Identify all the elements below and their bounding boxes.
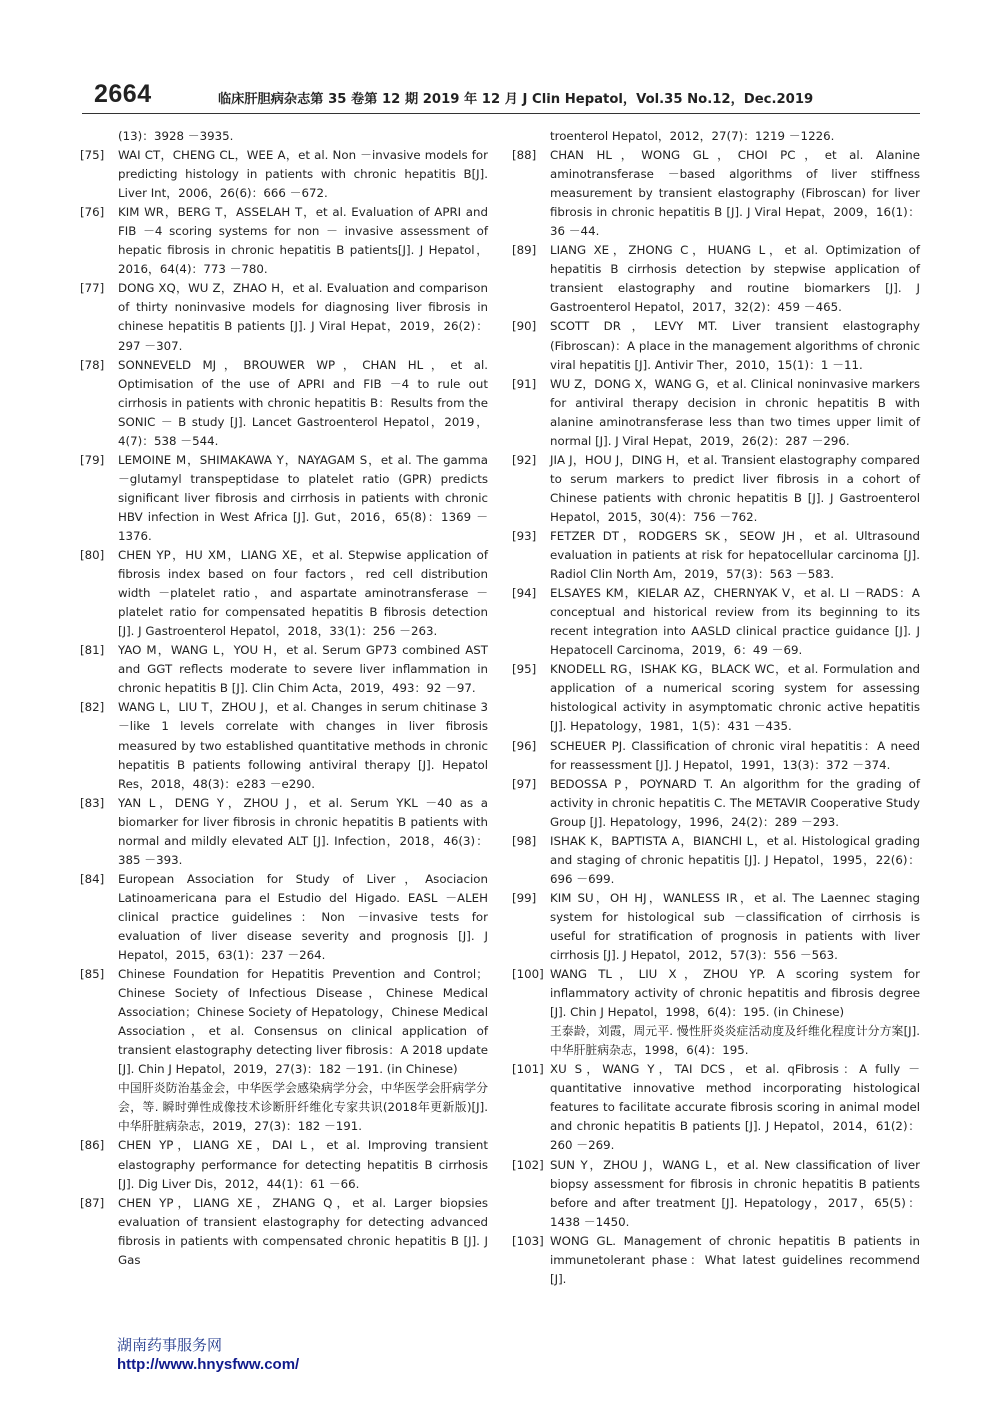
reference-entry [80, 698, 488, 793]
page-header [82, 76, 920, 112]
reference-text: ELSAYES KM，KIELAR AZ，CHERNYAK V，et al. LI －RADS：A conceptual and historical review from its beginning to its recent integration into AASLD clinical practice guidance [J]. J Hepatocell Carcinoma，2019，6：49 －69. [550, 586, 920, 658]
page-number: 2664 [94, 80, 152, 108]
reference-text: SUN Y，ZHOU J，WANG L，et al. New classification of liver biopsy assessment for fibrosis in chronic hepatitis B patients before and after treatment [J]. Hepatology，2017，65(5)：1438 －1450. [550, 1157, 920, 1229]
reference-text: CHEN YP，LIANG XE，DAI L，et al. Improving transient elastography performance for detecting hepatitis B cirrhosis [J]. Dig Liver Dis，2012，44(1)：61 －66. [118, 1138, 488, 1191]
reference-text: ISHAK K，BAPTISTA A，BIANCHI L，et al. Histological grading and staging of chronic hepatitis [J]. J Hepatol，1995，22(6)：696 －699. [550, 833, 920, 886]
reference-number: [96] [512, 738, 537, 753]
reference-column-right [512, 127, 920, 1289]
reference-entry [512, 737, 920, 775]
reference-entry [512, 889, 920, 965]
reference-text: WANG TL，LIU X，ZHOU YP. A scoring system for inflammatory activity of chronic hepatitis and fibrosis degree [J]. Chin J Hepatol，1998，6(4)：195. (in Chinese) [550, 967, 920, 1020]
header-rule [82, 113, 920, 114]
reference-text: KIM SU，OH HJ，WANLESS IR，et al. The Laennec staging system for histological sub －classification of cirrhosis is useful for stratification of prognosis in patients with liver cirrhosis [J]. J Hepatol，2012，57(3)：556 －563. [550, 890, 920, 963]
reference-entry [80, 870, 488, 965]
reference-entry [512, 584, 920, 660]
reference-text: YAO M，WANG L，YOU H，et al. Serum GP73 combined AST and GGT reflects moderate to severe liver inflammation in chronic hepatitis B [J]. Clin Chim Acta，2019，493：92 －97. [118, 643, 488, 696]
reference-entry [80, 451, 488, 546]
reference-text: LEMOINE M，SHIMAKAWA Y，NAYAGAM S，et al. The gamma －glutamyl transpeptidase to platelet ratio (GPR) predicts significant liver fibrosis and cirrhosis in patients with chronic HBV infection in West Africa [J]. Gut，2016，65(8)：1369 －1376. [118, 452, 488, 543]
reference-text: JIA J，HOU J，DING H，et al. Transient elastography compared to serum markers to predict liver fibrosis in a cohort of Chinese patients with chronic hepatitis B [J]. J Gastroenterol Hepatol，2015，30(4)：756 －762. [550, 452, 920, 524]
reference-text: WU Z，DONG X，WANG G，et al. Clinical noninvasive markers for antiviral therapy decision in chronic hepatitis B with alanine aminotransferase less than two times upper limit of normal [J]. J Viral Hepat，2019，26(2)：287 －296. [550, 376, 920, 448]
reference-number: [99] [512, 890, 537, 905]
reference-entry [80, 1194, 488, 1270]
reference-number: [95] [512, 662, 537, 677]
reference-text: European Association for Study of Liver，Asociacion Latinoamericana para el Estudio del Higado. EASL －ALEH clinical practice guidelines：Non －invasive tests for evaluation of liver disease severity and prognosis [J]. J Hepatol，2015，63(1)：237 －264. [118, 871, 488, 963]
reference-entry [80, 203, 488, 279]
reference-number: [80] [80, 548, 105, 563]
reference-entry [512, 317, 920, 374]
reference-entry [80, 1136, 488, 1193]
reference-entry [512, 965, 920, 1060]
reference-entry [80, 279, 488, 355]
reference-entry [512, 1156, 920, 1232]
reference-text: DONG XQ，WU Z，ZHAO H，et al. Evaluation and comparison of thirty noninvasive models for diagnosing liver fibrosis in chinese hepatitis B patients [J]. J Viral Hepat，2019，26(2)：297 －307. [118, 281, 488, 353]
reference-text: CHEN YP，HU XM，LIANG XE，et al. Stepwise application of fibrosis index based on four factors，red cell distribution width －platelet ratio，and aspartate aminotransferase －platelet ratio for compensated hepatitis B fibrosis detection [J]. J Gastroenterol Hepatol，2018，33(1)：256 －263. [118, 548, 488, 639]
reference-column-left [80, 127, 488, 1270]
reference-number: [97] [512, 776, 537, 791]
reference-text-chinese: 王泰龄，刘霞，周元平. 慢性肝炎炎症活动度及纤维化程度计分方案[J]. 中华肝脏病杂志，1998，6(4)：195. [550, 1024, 920, 1058]
reference-number: [102] [512, 1157, 544, 1172]
reference-text: XU S，WANG Y，TAI DCS，et al. qFibrosis：A fully －quantitative innovative method incorporating histological features to facilitate accurate fibrosis scoring in animal model and chronic hepatitis B patients [J]. J Hepatol，2014，61(2)：260 －269. [550, 1062, 920, 1153]
reference-text: CHEN YP，LIANG XE，ZHANG Q，et al. Larger biopsies evaluation of transient elastography for detecting advanced fibrosis in patients with compensated chronic hepatitis B [J]. J Gas [118, 1195, 488, 1267]
reference-entry [512, 1060, 920, 1155]
reference-number: [98] [512, 833, 537, 848]
reference-number: [83] [80, 795, 105, 810]
reference-text: FETZER DT，RODGERS SK，SEOW JH，et al. Ultrasound evaluation in patients at risk for hepatocellular carcinoma [J]. Radiol Clin North Am，2019，57(3)：563 －583. [550, 528, 920, 582]
reference-entry [80, 794, 488, 870]
reference-number: [92] [512, 452, 537, 467]
reference-entry [512, 775, 920, 832]
watermark-site-name: 湖南药事服务网 [117, 1336, 223, 1354]
reference-number: [93] [512, 528, 537, 543]
reference-number: [84] [80, 871, 105, 886]
reference-number: [103] [512, 1233, 544, 1248]
reference-entry [512, 832, 920, 889]
reference-text-chinese: 中国肝炎防治基金会，中华医学会感染病学分会，中华医学会肝病学分会，等. 瞬时弹性成像技术诊断肝纤维化专家共识(2018年更新版)[J]. 中华肝脏病杂志，2019，27(3)：182 －191. [118, 1081, 488, 1134]
reference-entry [80, 965, 488, 1136]
reference-entry [80, 146, 488, 203]
reference-text: CHAN HL，WONG GL，CHOI PC，et al. Alanine aminotransferase －based algorithms of liver stiffness measurement by transient elastography (Fibroscan) for liver fibrosis in chronic hepatitis B [J]. J Viral Hepat，2009，16(1)：36 －44. [550, 148, 920, 239]
reference-entry [512, 375, 920, 451]
reference-text: LIANG XE，ZHONG C，HUANG L，et al. Optimization of hepatitis B cirrhosis detection by stepwise application of transient elastography and routine biomarkers [J]. J Gastroenterol Hepatol，2017，32(2)：459 －465. [550, 243, 920, 315]
reference-entry [512, 451, 920, 527]
reference-number: [91] [512, 376, 537, 391]
reference-continuation: troenterol Hepatol，2012，27(7)：1219 －1226. [550, 129, 835, 143]
reference-number: [75] [80, 148, 105, 163]
reference-number: [82] [80, 700, 105, 715]
reference-number: [86] [80, 1138, 105, 1153]
reference-text: WAI CT，CHENG CL，WEE A，et al. Non －invasive models for predicting histology in patients with chronic hepatitis B[J]. Liver Int，2006，26(6)：666 －672. [118, 148, 488, 201]
reference-number: [87] [80, 1195, 105, 1210]
reference-entry [512, 146, 920, 241]
reference-entry [512, 1232, 920, 1289]
watermark-url-link[interactable]: http://www.hnysfww.com/ [117, 1356, 300, 1373]
reference-text: KIM WR，BERG T，ASSELAH T，et al. Evaluation of APRI and FIB －4 scoring systems for non － invasive assessment of hepatic fibrosis in chronic hepatitis B patients[J]. J Hepatol，2016，64(4)：773 －780. [118, 205, 488, 277]
reference-number: [101] [512, 1062, 544, 1077]
reference-text: KNODELL RG，ISHAK KG，BLACK WC，et al. Formulation and application of a numerical scoring system for assessing histological activity in asymptomatic chronic active hepatitis [J]. Hepatology，1981，1(5)：431 －435. [550, 662, 920, 734]
reference-entry [512, 527, 920, 584]
reference-text: SCOTT DR，LEVY MT. Liver transient elastography (Fibroscan)：A place in the management algorithms of chronic viral hepatitis [J]. Antivir Ther，2010，15(1)：1 －11. [550, 319, 920, 372]
reference-number: [89] [512, 243, 537, 258]
reference-number: [77] [80, 281, 105, 296]
reference-number: [94] [512, 586, 537, 601]
reference-number: [76] [80, 205, 105, 220]
reference-text: SCHEUER PJ. Classification of chronic viral hepatitis：A need for reassessment [J]. J Hepatol，1991，13(3)：372 －374. [550, 738, 920, 772]
reference-text: WANG L，LIU T，ZHOU J，et al. Changes in serum chitinase 3 －like 1 levels correlate with changes in liver fibrosis measured by two established quantitative methods in chronic hepatitis B patients following antiviral therapy [J]. Hepatol Res，2018，48(3)：e283 －e290. [118, 700, 488, 791]
reference-text: Chinese Foundation for Hepatitis Prevention and Control；Chinese Society of Infectious Disease，Chinese Medical Association；Chinese Society of Hepatology，Chinese Medical Association，et al. Consensus on clinical application of transient elastography detecting liver fibrosis：A 2018 update [J]. Chin J Hepatol，2019，27(3)：182 －191. (in Chinese) [118, 967, 488, 1077]
reference-text: BEDOSSA P，POYNARD T. An algorithm for the grading of activity in chronic hepatitis C. The METAVIR Cooperative Study Group [J]. Hepatology，1996，24(2)：289 －293. [550, 776, 920, 829]
reference-entry [80, 641, 488, 698]
reference-number: [88] [512, 148, 537, 163]
watermark-footer [117, 1336, 299, 1375]
reference-number: [79] [80, 452, 105, 467]
reference-entry [80, 356, 488, 451]
reference-number: [85] [80, 967, 105, 982]
reference-number: [78] [80, 357, 105, 372]
reference-entry [512, 241, 920, 317]
reference-entry [80, 546, 488, 641]
journal-running-head: 临床肝胆病杂志第 35 卷第 12 期 2019 年 12 月 J Clin Hepatol，Vol.35 No.12，Dec.2019 [218, 92, 814, 107]
reference-number: [100] [512, 967, 544, 982]
reference-text: YAN L，DENG Y，ZHOU J，et al. Serum YKL －40 as a biomarker for liver fibrosis in chronic hepatitis B patients with normal and mildly elevated ALT [J]. Infection，2018，46(3)：385 －393. [118, 795, 488, 867]
reference-text: WONG GL. Management of chronic hepatitis B patients in immunetolerant phase：What latest guidelines recommend [J]. [550, 1233, 920, 1286]
reference-number: [90] [512, 319, 537, 334]
reference-continuation: (13)：3928 －3935. [118, 129, 234, 143]
reference-number: [81] [80, 643, 105, 658]
reference-entry [512, 660, 920, 736]
reference-text: SONNEVELD MJ，BROUWER WP，CHAN HL，et al. Optimisation of the use of APRI and FIB －4 to rule out cirrhosis in patients with chronic hepatitis B：Results from the SONIC － B study [J]. Lancet Gastroenterol Hepatol，2019，4(7)：538 －544. [118, 357, 488, 448]
